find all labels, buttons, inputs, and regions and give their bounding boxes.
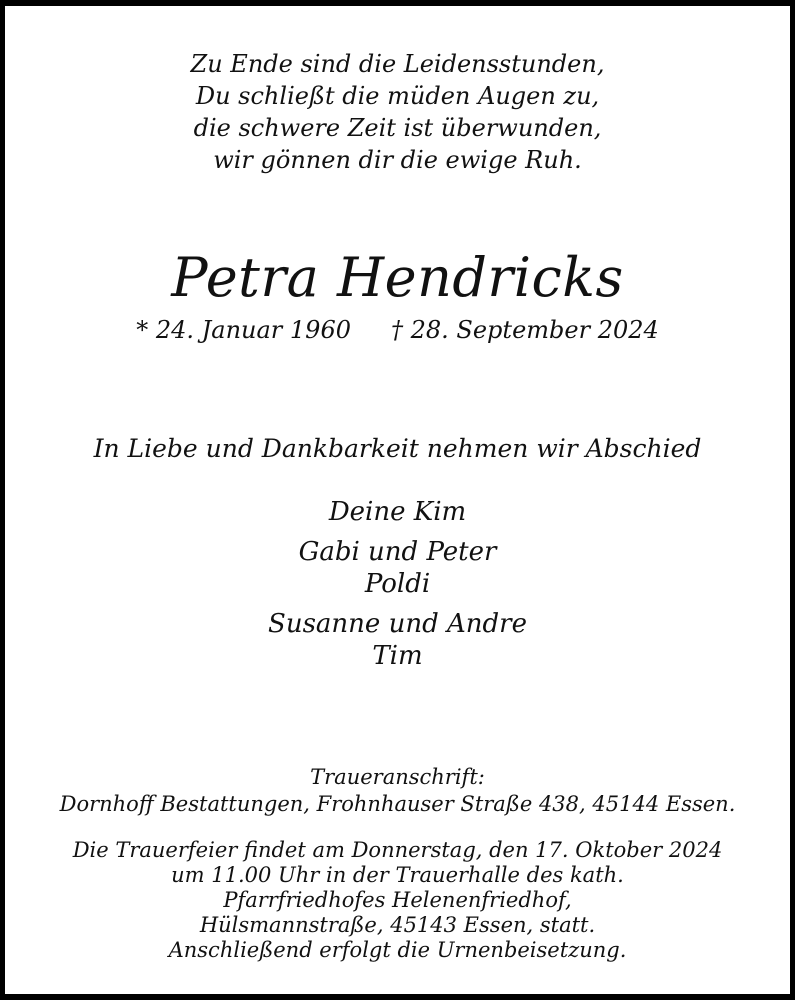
life-dates — [5, 314, 790, 346]
address-text: Dornhoff Bestattungen, Frohnhauser Straße 438, 45144 Essen. — [59, 792, 736, 816]
mourner-name: Tim — [372, 641, 423, 671]
ceremony-line: Anschließend erfolgt die Urnenbeisetzung. — [168, 938, 627, 962]
mourner-name: Poldi — [364, 569, 431, 599]
address-label: Traueranschrift: — [310, 765, 485, 789]
birth-date: * 24. Januar 1960 — [136, 316, 351, 344]
poem-line: Du schließt die müden Augen zu, — [195, 82, 600, 110]
ceremony-line: Pfarrfriedhofes Helenenfriedhof, — [223, 888, 572, 912]
farewell-text: In Liebe und Dankbarkeit nehmen wir Abschied — [93, 434, 702, 463]
deceased-name: Petra Hendricks — [171, 246, 624, 309]
mourning-address — [5, 764, 790, 818]
ceremony-line: Die Trauerfeier findet am Donnerstag, den 17. Oktober 2024 — [72, 838, 723, 862]
ceremony-line: um 11.00 Uhr in der Trauerhalle des kath. — [171, 863, 624, 887]
poem-line: die schwere Zeit ist überwunden, — [193, 114, 602, 142]
obituary-card — [5, 6, 790, 994]
mourner-name: Gabi und Peter — [298, 537, 497, 567]
ceremony-info — [5, 838, 790, 963]
mourner-group — [5, 496, 790, 528]
poem-line: Zu Ende sind die Leidensstunden, — [190, 50, 605, 78]
poem — [5, 48, 790, 176]
mourner-group — [5, 536, 790, 600]
death-date: † 28. September 2024 — [390, 316, 659, 344]
mourner-name: Susanne und Andre — [268, 609, 527, 639]
ceremony-line: Hülsmannstraße, 45143 Essen, statt. — [199, 913, 596, 937]
mourners-list — [5, 496, 790, 680]
mourner-group — [5, 608, 790, 672]
mourner-name: Deine Kim — [328, 497, 467, 527]
poem-line: wir gönnen dir die ewige Ruh. — [213, 146, 582, 174]
